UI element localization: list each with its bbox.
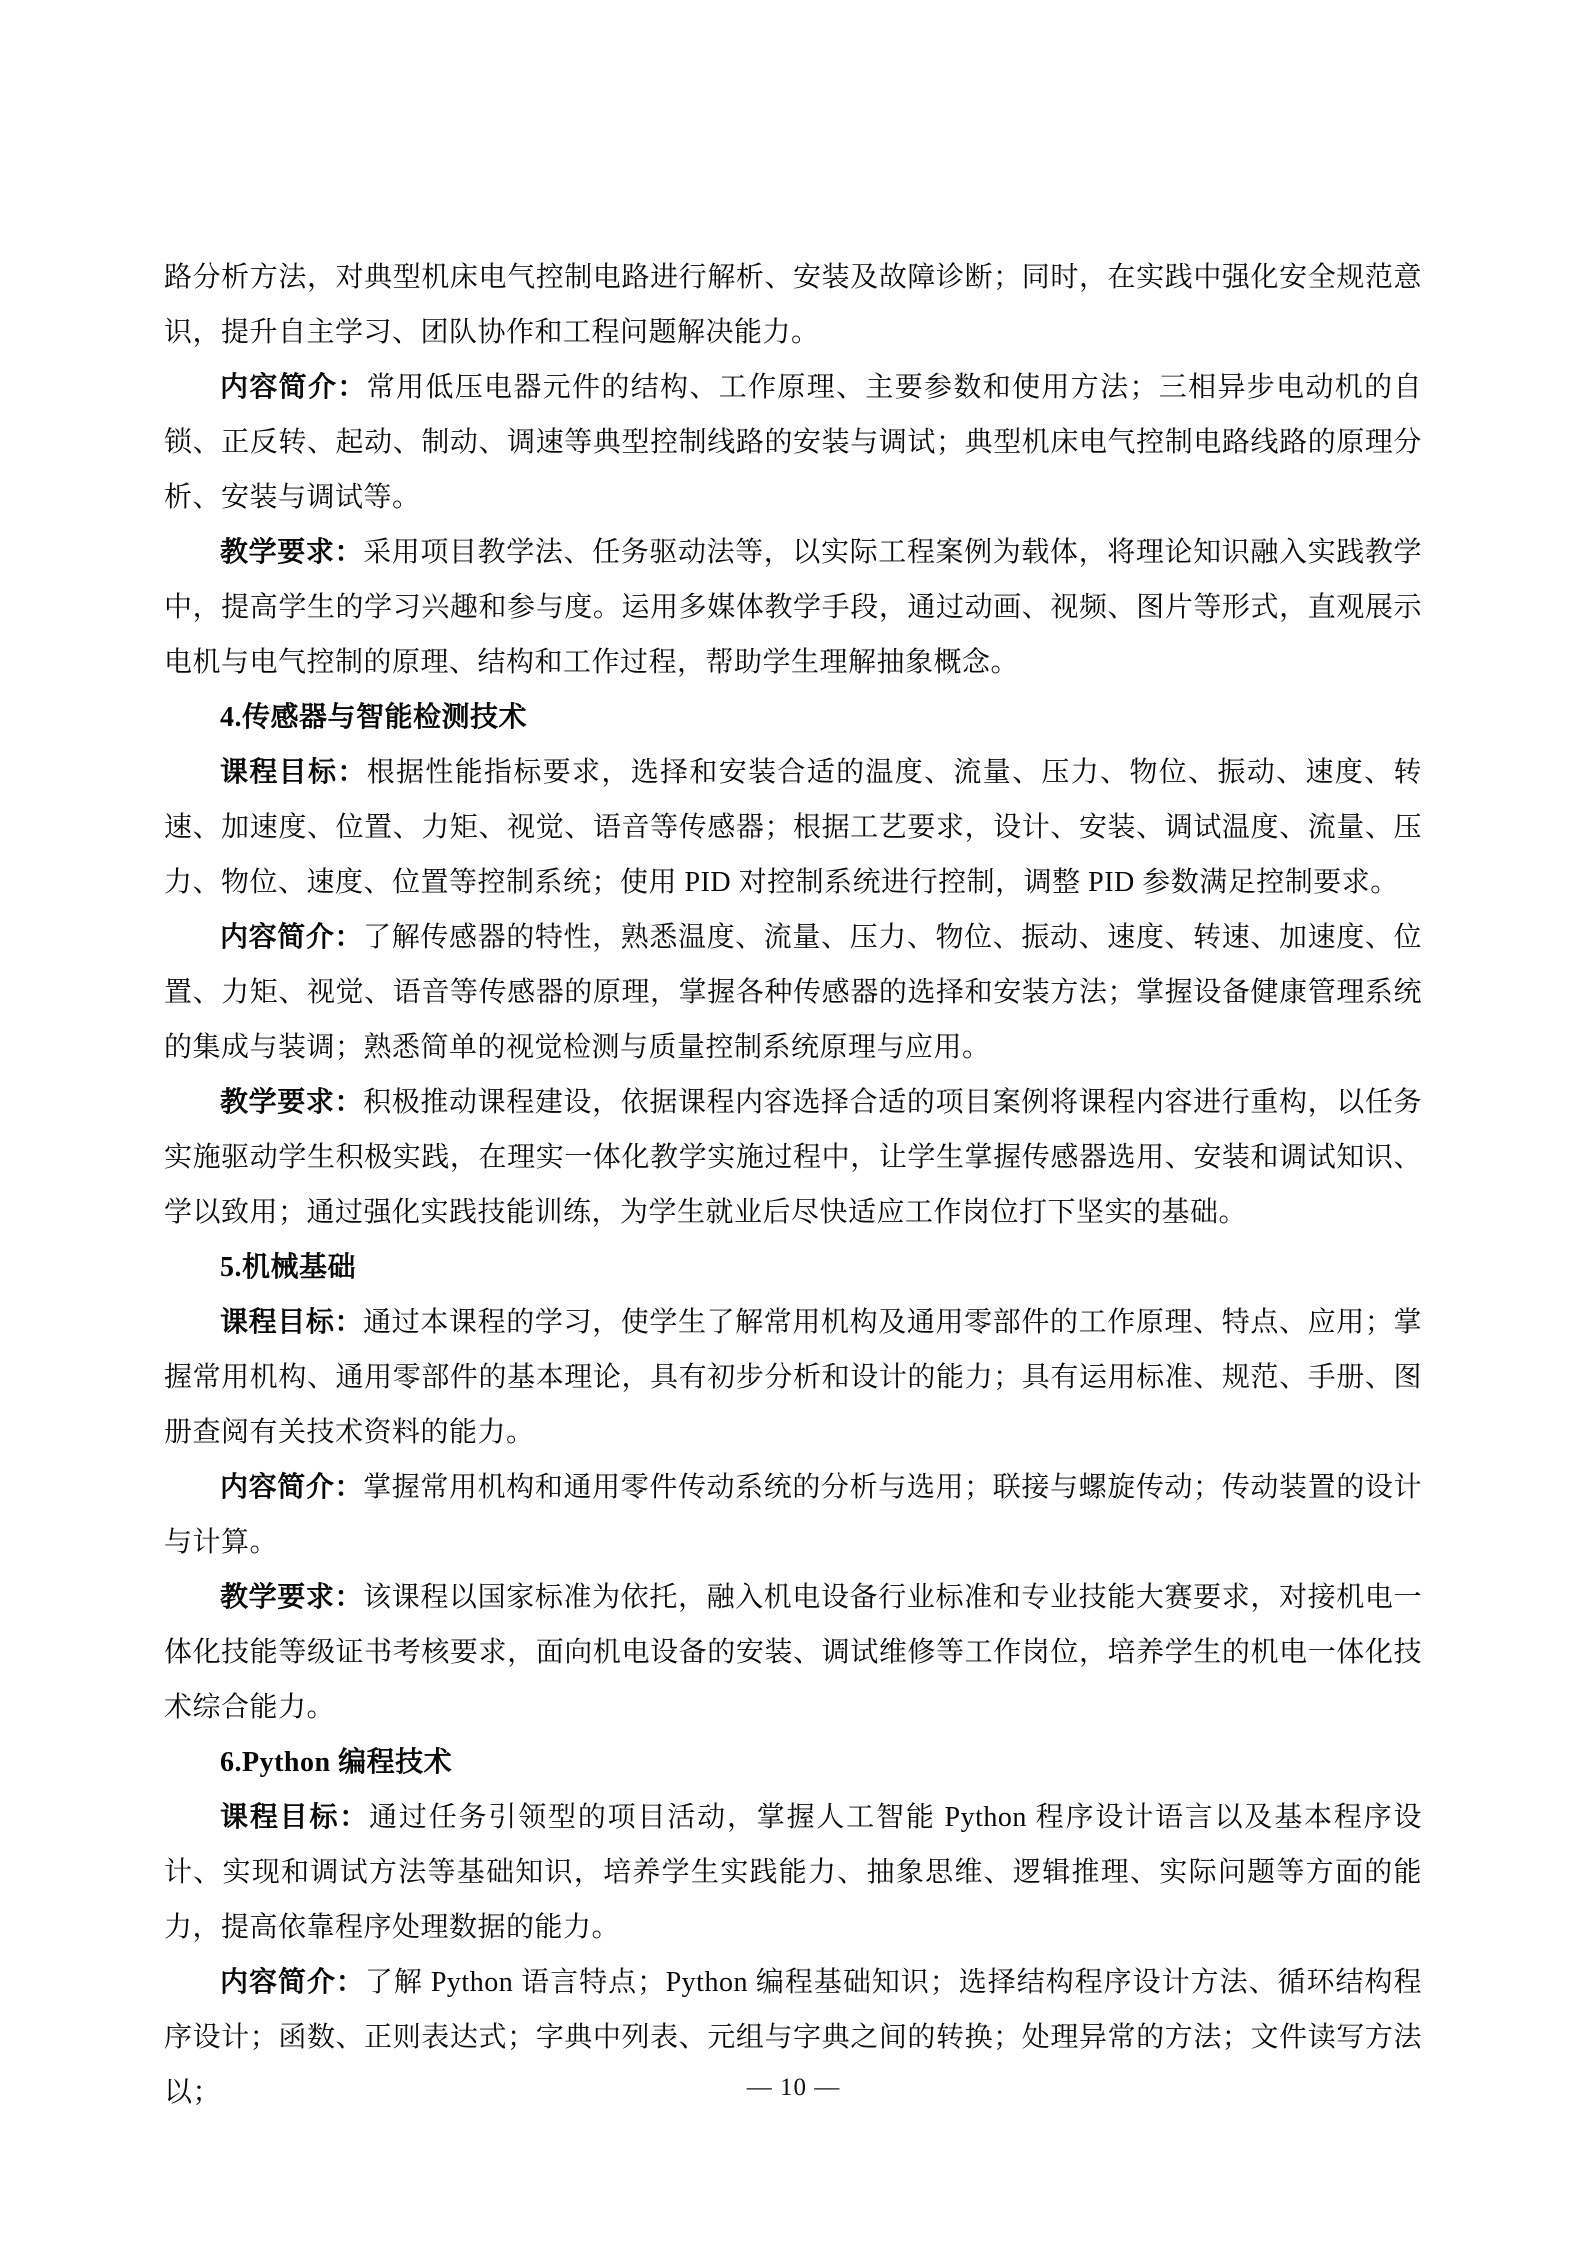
paragraph: 教学要求：采用项目教学法、任务驱动法等，以实际工程案例为载体，将理论知识融入实践教学中，提高学生的学习兴趣和参与度。运用多媒体教学手段，通过动画、视频、图片等形式，直观展示电机与电气控制的原理、结构和工作过程，帮助学生理解抽象概念。 — [164, 537, 1422, 678]
section-heading: 4.传感器与智能检测技术 — [220, 702, 528, 733]
section-heading: 6.Python 编程技术 — [220, 1747, 453, 1778]
section-heading: 5.机械基础 — [220, 1252, 357, 1283]
paragraph-label: 课程目标： — [220, 1307, 364, 1338]
paragraph: 内容简介：了解传感器的特性，熟悉温度、流量、压力、物位、振动、速度、转速、加速度、位置、力矩、视觉、语音等传感器的原理，掌握各种传感器的选择和安装方法；掌握设备健康管理系统的集成与装调；熟悉简单的视觉检测与质量控制系统原理与应用。 — [164, 922, 1422, 1063]
paragraph-label: 内容简介： — [220, 1967, 365, 1998]
paragraph-label: 内容简介： — [220, 922, 364, 953]
paragraph: 课程目标：通过任务引领型的项目活动，掌握人工智能 Python 程序设计语言以及基本程序设计、实现和调试方法等基础知识，培养学生实践能力、抽象思维、逻辑推理、实际问题等方面的能力，提高依靠程序处理数据的能力。 — [164, 1802, 1422, 1943]
paragraph: 内容简介：了解 Python 语言特点；Python 编程基础知识；选择结构程序设计方法、循环结构程序设计；函数、正则表达式；字典中列表、元组与字典之间的转换；处理异常的方法；文件读写方法以； — [164, 1967, 1422, 2108]
paragraph: 内容简介：掌握常用机构和通用零件传动系统的分析与选用；联接与螺旋传动；传动装置的设计与计算。 — [164, 1472, 1422, 1558]
paragraph-continuation: 路分析方法，对典型机床电气控制电路进行解析、安装及故障诊断；同时，在实践中强化安全规范意识，提升自主学习、团队协作和工程问题解决能力。 — [164, 262, 1422, 348]
paragraph-label: 课程目标： — [220, 757, 367, 788]
paragraph-label: 内容简介： — [220, 372, 367, 403]
paragraph: 课程目标：通过本课程的学习，使学生了解常用机构及通用零部件的工作原理、特点、应用；掌握常用机构、通用零部件的基本理论，具有初步分析和设计的能力；具有运用标准、规范、手册、图册查阅有关技术资料的能力。 — [164, 1307, 1422, 1448]
page-number: — 10 — — [746, 2074, 841, 2101]
paragraph-label: 教学要求： — [220, 537, 364, 568]
paragraph: 教学要求：积极推动课程建设，依据课程内容选择合适的项目案例将课程内容进行重构，以任务实施驱动学生积极实践，在理实一体化教学实施过程中，让学生掌握传感器选用、安装和调试知识、学以致用；通过强化实践技能训练，为学生就业后尽快适应工作岗位打下坚实的基础。 — [164, 1087, 1422, 1228]
paragraph-label: 内容简介： — [220, 1472, 364, 1503]
paragraph: 教学要求：该课程以国家标准为依托，融入机电设备行业标准和专业技能大赛要求，对接机电一体化技能等级证书考核要求，面向机电设备的安装、调试维修等工作岗位，培养学生的机电一体化技术综合能力。 — [164, 1582, 1422, 1723]
paragraph: 内容简介：常用低压电器元件的结构、工作原理、主要参数和使用方法；三相异步电动机的自锁、正反转、起动、制动、调速等典型控制线路的安装与调试；典型机床电气控制电路线路的原理分析、安装与调试等。 — [164, 372, 1422, 513]
paragraph-label: 课程目标： — [220, 1802, 370, 1833]
paragraph-label: 教学要求： — [220, 1582, 364, 1613]
document-body — [164, 250, 1422, 2120]
paragraph-label: 教学要求： — [220, 1087, 364, 1118]
paragraph: 课程目标：根据性能指标要求，选择和安装合适的温度、流量、压力、物位、振动、速度、转速、加速度、位置、力矩、视觉、语音等传感器；根据工艺要求，设计、安装、调试温度、流量、压力、物位、速度、位置等控制系统；使用 PID 对控制系统进行控制，调整 PID 参数满足控制要求。 — [164, 757, 1422, 898]
